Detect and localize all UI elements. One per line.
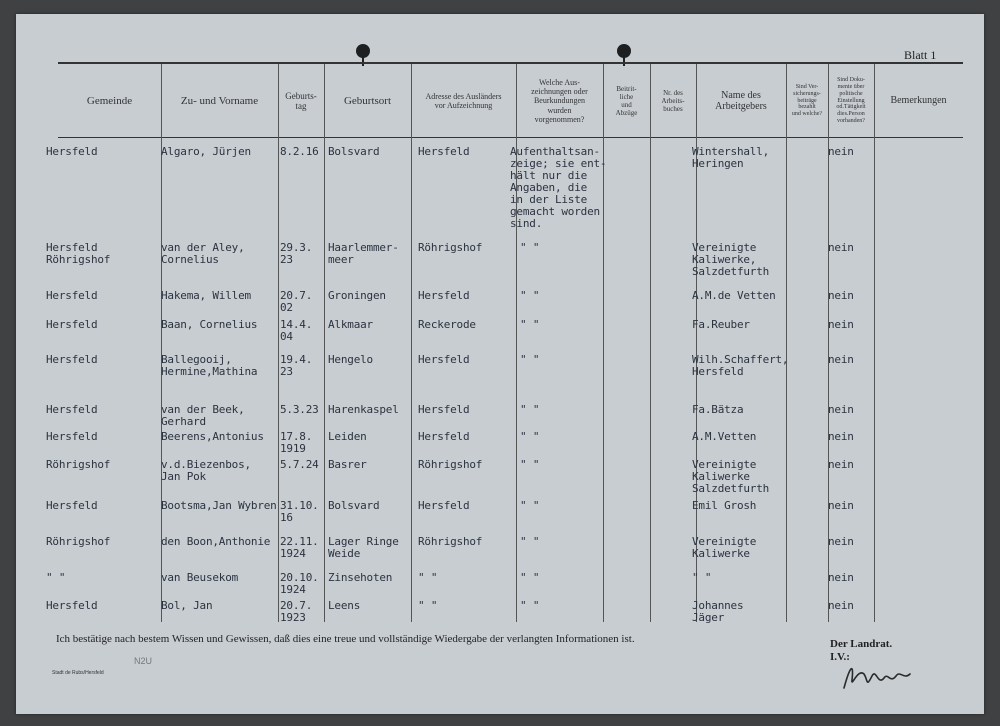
column-header: Sind Ver- sicherungs- beiträge bezahlt und welche? xyxy=(791,83,823,118)
employer-cell: Wilh.Schaffert, Hersfeld xyxy=(692,353,789,378)
birthplace-cell: Basrer xyxy=(328,458,367,471)
name-cell: Bootsma,Jan Wybren xyxy=(161,499,277,512)
records-cell: " " xyxy=(520,571,540,584)
birthdate-cell: 14.4. 04 xyxy=(280,318,313,343)
birthplace-cell: Leens xyxy=(328,599,361,612)
birthdate-cell: 20.10. 1924 xyxy=(280,571,319,596)
records-cell: " " xyxy=(520,458,540,471)
records-cell: " " xyxy=(520,318,540,331)
birthdate-cell: 31.10. 16 xyxy=(280,499,319,524)
address-cell: Hersfeld xyxy=(418,499,470,512)
address-cell: Hersfeld xyxy=(418,353,470,366)
employer-cell: Fa.Reuber xyxy=(692,318,750,331)
gemeinde-cell: Hersfeld xyxy=(46,403,98,416)
records-cell: " " xyxy=(520,499,540,512)
records-cell: " " xyxy=(520,430,540,443)
gemeinde-cell: Röhrigshof xyxy=(46,535,111,548)
birthdate-cell: 5.3.23 xyxy=(280,403,319,416)
column-header: Beitrit- liche und Abzüge xyxy=(615,84,638,118)
birthdate-cell: 22.11. 1924 xyxy=(280,535,319,560)
birthplace-cell: Groningen xyxy=(328,289,386,302)
address-cell: Hersfeld xyxy=(418,145,470,158)
address-cell: Hersfeld xyxy=(418,289,470,302)
address-cell: " " xyxy=(418,599,438,612)
address-cell: Reckerode xyxy=(418,318,476,331)
gemeinde-cell: Hersfeld xyxy=(46,318,98,331)
birthplace-cell: Bolsvard xyxy=(328,145,380,158)
documents-cell: nein xyxy=(828,599,854,612)
sheet-number: Blatt 1 xyxy=(904,48,937,62)
column-divider xyxy=(874,64,875,622)
birthplace-cell: Bolsvard xyxy=(328,499,380,512)
employer-cell: Vereinigte Kaliwerke, Salzdetfurth xyxy=(692,241,770,278)
documents-cell: nein xyxy=(828,571,854,584)
employer-cell: Emil Grosh xyxy=(692,499,757,512)
employer-cell: Wintershall, Heringen xyxy=(692,145,770,170)
signature-block: Der Landrat. I.V.: xyxy=(830,638,893,663)
address-cell: Röhrigshof xyxy=(418,241,483,254)
records-cell: " " xyxy=(520,535,540,548)
address-cell: Röhrigshof xyxy=(418,458,483,471)
employer-cell: Fa.Bätza xyxy=(692,403,744,416)
gemeinde-cell: Hersfeld Röhrigshof xyxy=(46,241,111,266)
documents-cell: nein xyxy=(828,403,854,416)
documents-cell: nein xyxy=(828,535,854,548)
name-cell: van Beusekom xyxy=(161,571,239,584)
handwritten-signature xyxy=(838,658,918,694)
column-header: Sind Doku- mente über politische Einstellung od.Tätigkeit dies.Person vorhanden? xyxy=(836,76,866,125)
employer-cell: Vereinigte Kaliwerke Salzdetfurth xyxy=(692,458,770,495)
address-cell: Röhrigshof xyxy=(418,535,483,548)
punch-hole xyxy=(617,44,631,58)
employer-cell: Vereinigte Kaliwerke xyxy=(692,535,757,560)
address-cell: Hersfeld xyxy=(418,403,470,416)
column-divider xyxy=(278,64,279,622)
documents-cell: nein xyxy=(828,318,854,331)
documents-cell: nein xyxy=(828,430,854,443)
certification-statement: Ich bestätige nach bestem Wissen und Gewissen, daß dies eine treue und vollständige Wiedergabe der verlangten Informationen ist. xyxy=(56,633,635,645)
address-cell: " " xyxy=(418,571,438,584)
column-header: Zu- und Vorname xyxy=(180,94,259,107)
documents-cell: nein xyxy=(828,145,854,158)
address-cell: Hersfeld xyxy=(418,430,470,443)
records-cell: " " xyxy=(520,403,540,416)
birthdate-cell: 5.7.24 xyxy=(280,458,319,471)
gemeinde-cell: Hersfeld xyxy=(46,353,98,366)
gemeinde-cell: Hersfeld xyxy=(46,499,98,512)
column-header: Geburts- tag xyxy=(285,90,317,111)
column-divider xyxy=(411,64,412,622)
documents-cell: nein xyxy=(828,289,854,302)
employer-cell: A.M.Vetten xyxy=(692,430,757,443)
column-header: Geburtsort xyxy=(343,94,392,107)
birthplace-cell: Hengelo xyxy=(328,353,373,366)
records-cell: " " xyxy=(520,241,540,254)
column-header: Bemerkungen xyxy=(890,95,947,107)
records-cell: " " xyxy=(520,289,540,302)
column-header: Nr. des Arbeits- buches xyxy=(661,88,685,114)
documents-cell: nein xyxy=(828,241,854,254)
employer-cell: A.M.de Vetten xyxy=(692,289,776,302)
documents-cell: nein xyxy=(828,353,854,366)
column-divider xyxy=(786,64,787,622)
documents-cell: nein xyxy=(828,458,854,471)
gemeinde-cell: Röhrigshof xyxy=(46,458,111,471)
birthdate-cell: 29.3. 23 xyxy=(280,241,313,266)
birthplace-cell: Zinsehoten xyxy=(328,571,393,584)
gemeinde-cell: Hersfeld xyxy=(46,145,98,158)
birthdate-cell: 8.2.16 xyxy=(280,145,319,158)
name-cell: van der Aley, Cornelius xyxy=(161,241,245,266)
archive-stamp: Stadt de Rubs/Hersfeld xyxy=(52,670,104,676)
birthplace-cell: Harenkaspel xyxy=(328,403,399,416)
document-sheet xyxy=(16,14,984,714)
name-cell: Hakema, Willem xyxy=(161,289,251,302)
documents-cell: nein xyxy=(828,499,854,512)
employer-cell: Johannes Jäger xyxy=(692,599,744,624)
gemeinde-cell: Hersfeld xyxy=(46,599,98,612)
records-cell: " " xyxy=(520,599,540,612)
name-cell: Ballegooij, Hermine,Mathina xyxy=(161,353,258,378)
birthdate-cell: 17.8. 1919 xyxy=(280,430,313,455)
name-cell: v.d.Biezenbos, Jan Pok xyxy=(161,458,251,483)
gemeinde-cell: Hersfeld xyxy=(46,430,98,443)
column-divider xyxy=(650,64,651,622)
birthplace-cell: Haarlemmer- meer xyxy=(328,241,399,266)
name-cell: Bol, Jan xyxy=(161,599,213,612)
birthplace-cell: Lager Ringe Weide xyxy=(328,535,399,560)
birthplace-cell: Leiden xyxy=(328,430,367,443)
gemeinde-cell: Hersfeld xyxy=(46,289,98,302)
column-divider xyxy=(324,64,325,622)
margin-note: N2U xyxy=(134,656,153,666)
punch-hole xyxy=(356,44,370,58)
column-header: Name des Arbeitgebers xyxy=(715,89,767,112)
records-cell: " " xyxy=(520,353,540,366)
name-cell: Beerens,Antonius xyxy=(161,430,264,443)
column-header: Welche Aus- zeichnungen oder Beurkundungen wurden vorgenommen? xyxy=(531,78,588,124)
birthdate-cell: 20.7. 02 xyxy=(280,289,313,314)
column-header: Adresse des Ausländers vor Aufzeichnung xyxy=(425,91,502,110)
birthdate-cell: 19.4. 23 xyxy=(280,353,313,378)
name-cell: den Boon,Anthonie xyxy=(161,535,271,548)
gemeinde-cell: " " xyxy=(46,571,66,584)
column-header: Gemeinde xyxy=(86,94,133,107)
name-cell: van der Beek, Gerhard xyxy=(161,403,245,428)
birthplace-cell: Alkmaar xyxy=(328,318,373,331)
name-cell: Algaro, Jürjen xyxy=(161,145,251,158)
employer-cell: " " xyxy=(692,571,712,584)
name-cell: Baan, Cornelius xyxy=(161,318,258,331)
birthdate-cell: 20.7. 1923 xyxy=(280,599,313,624)
records-cell: Aufenthaltsan- zeige; sie ent- hält nur die Angaben, die in der Liste gemacht worden sind. xyxy=(510,145,607,230)
